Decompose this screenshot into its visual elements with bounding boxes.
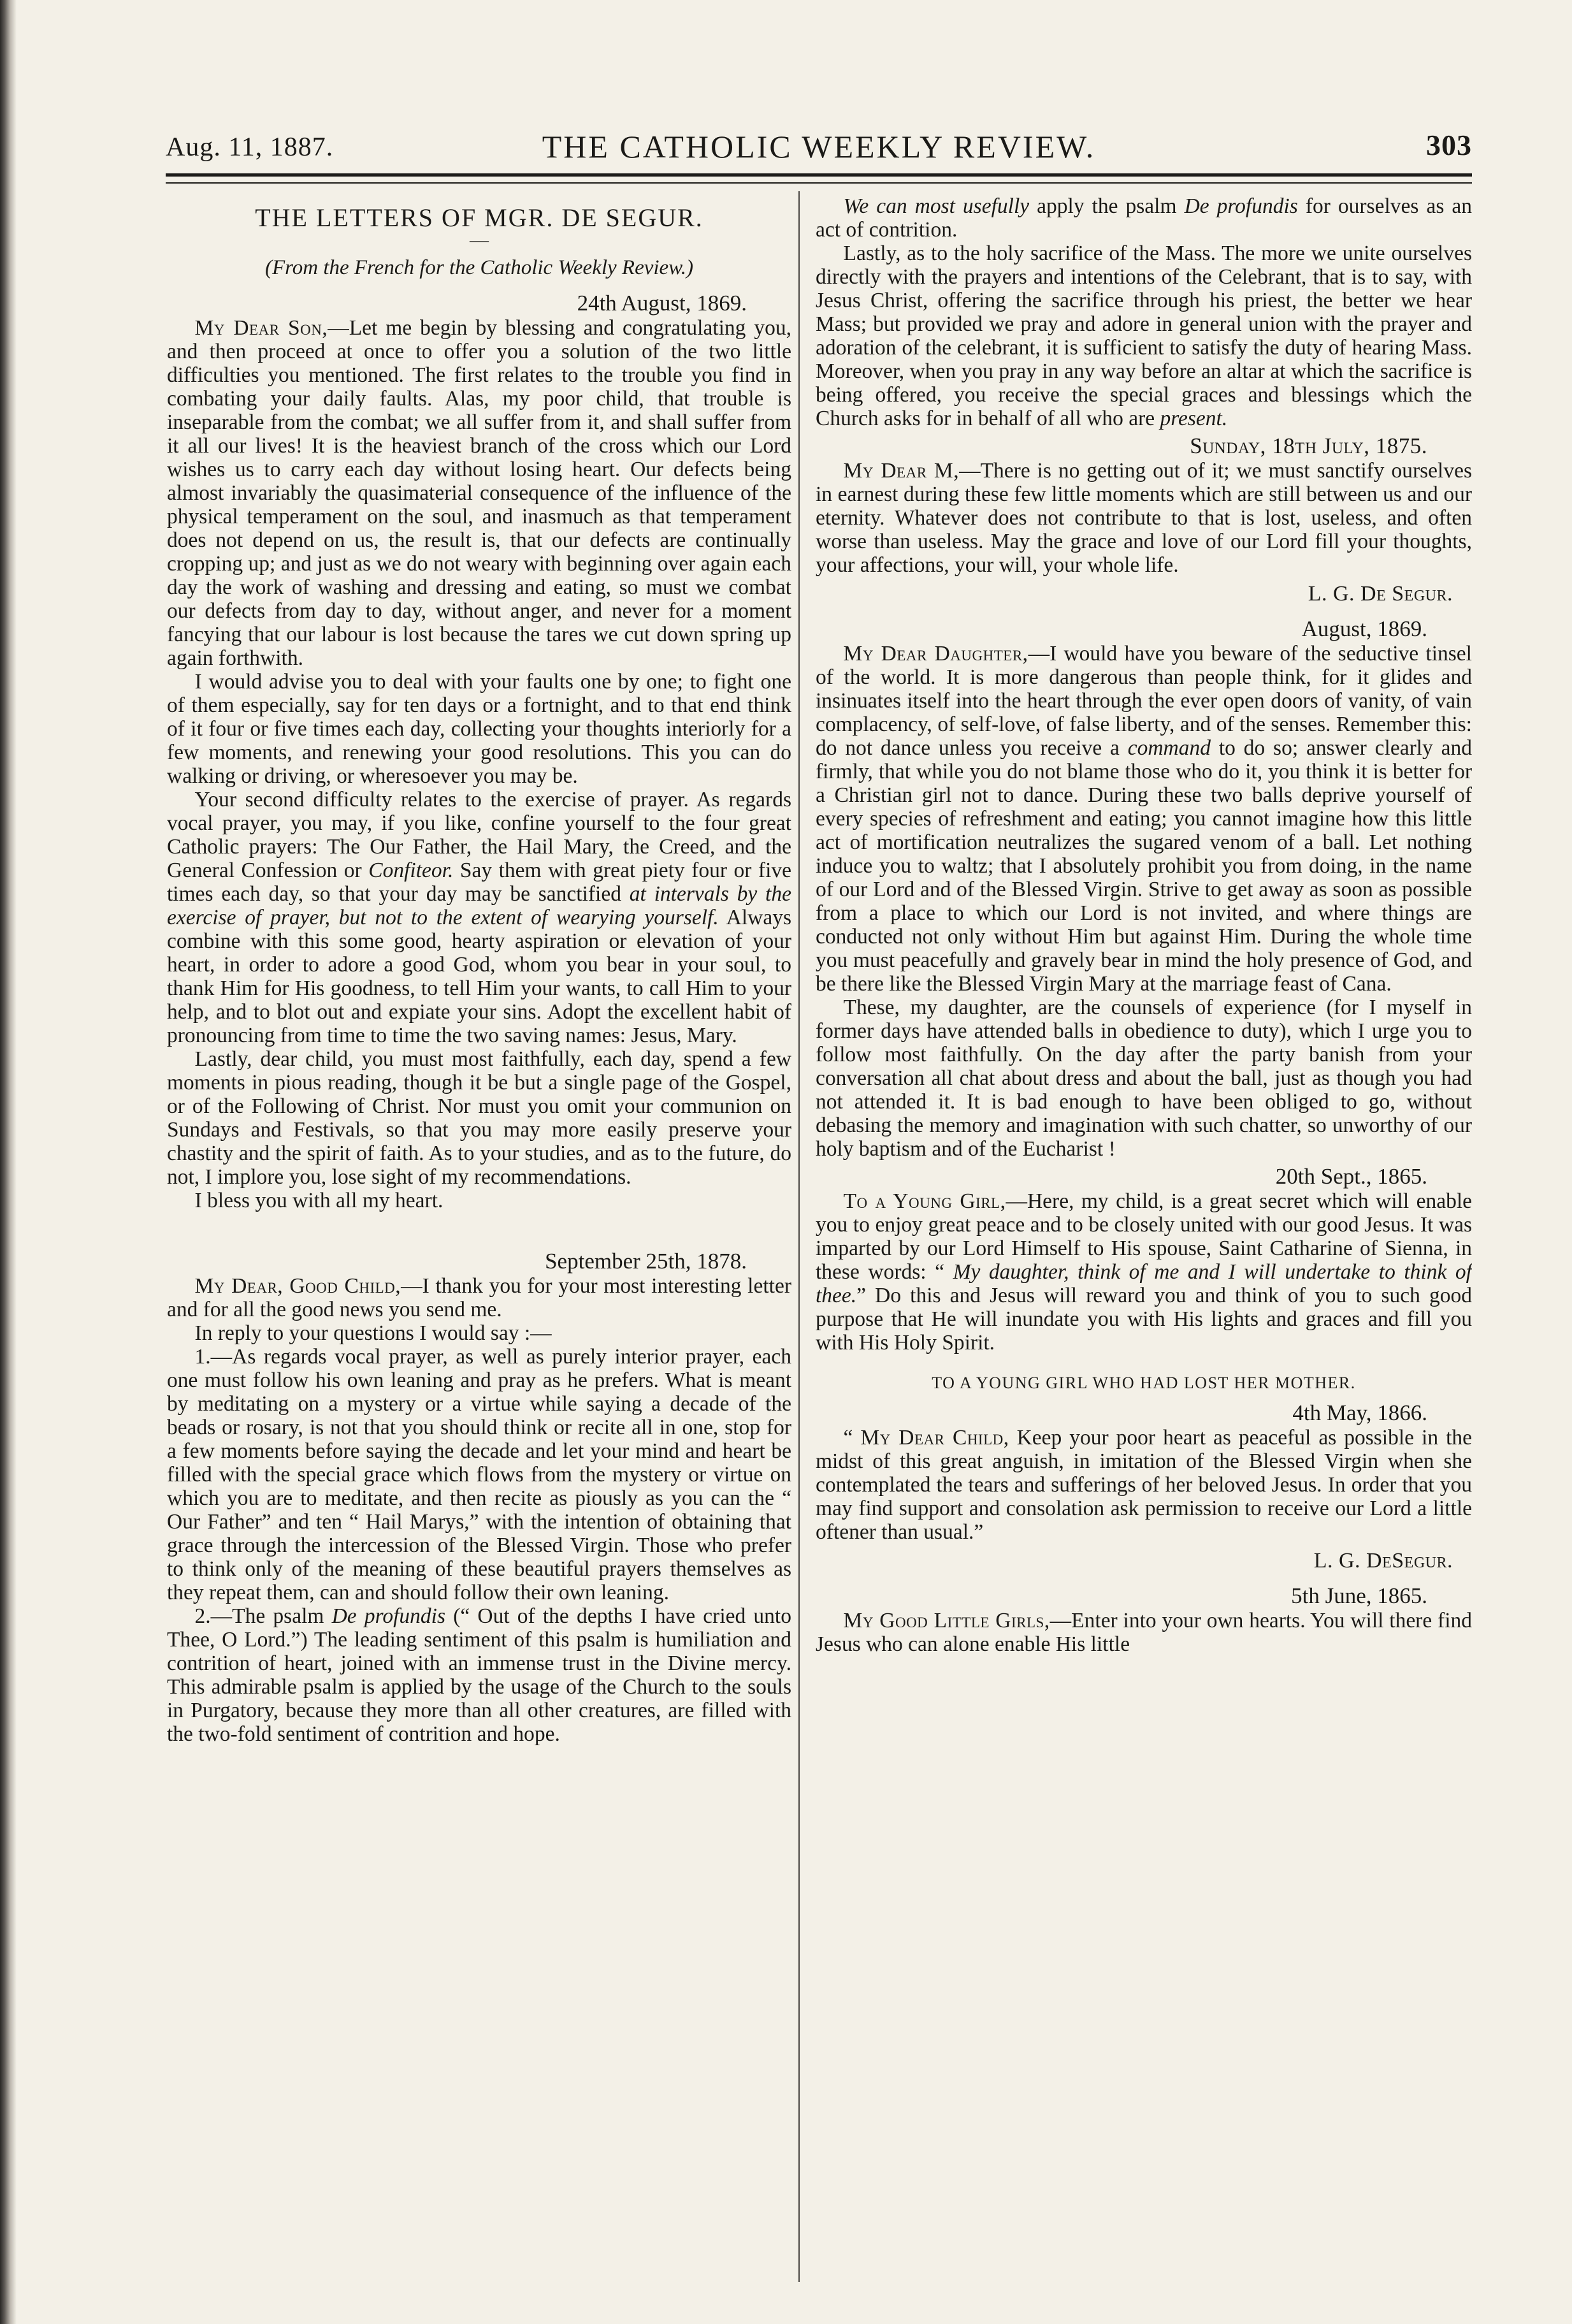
header-rule-thin <box>166 182 1472 184</box>
paragraph: I bless you with all my heart. <box>194 1189 443 1212</box>
salutation: My Dear M, <box>843 459 960 483</box>
title-dash: — <box>470 229 489 251</box>
binding-edge <box>0 0 17 2324</box>
signature: L. G. DeSegur. <box>1313 1549 1453 1572</box>
salutation: My Good Little Girls, <box>843 1609 1050 1632</box>
paragraph: Your second difficulty relates to the exercise of prayer. As regards vocal prayer, you may, if you like, confine yourself to the four great Catholic prayers: The Our Father, the Hail Mary, the Creed, and the General Confession or Confiteor. Say them with great piety four or five times each day, so that your day may be sanctified at intervals by the exercise of prayer, but not to the extent of wearying yourself. Always combine with this some good, hearty aspiration or elevation of your heart, in order to adore a good God, whom you bear in your soul, to thank Him for His goodness, to tell Him your wants, to call Him to your help, and to blot out and expiate your sins. Adopt the excellent habit of pronouncing from time to time the two saving names: Jesus, Mary. <box>167 788 791 1047</box>
paragraph: My Dear Daughter,—I would have you beware of the seductive tinsel of the world. It is more dangerous than people think, for it glides and insinuates itself into the heart through the ever open doors of vanity, of vain complacency, of self-love, of false liberty, and of the senses. Remember this: do not dance unless you receive a command to do so; answer clearly and firmly, that while you do not blame those who do it, you think it is better for a Christian girl not to dance. During these two balls deprive yourself of every species of refreshment and eating; you cannot imagine how this little act of mortification neutralizes the sugared venom of a ball. Let nothing induce you to waltz; that I absolutely prohibit you from doing, in the name of our Lord and of the Blessed Virgin. Strive to get away as soon as possible from a place to which our Lord is not invited, and where things are conducted not only without Him but against Him. During the whole time you must peacefully and gravely bear in mind the holy presence of God, and be there like the Blessed Virgin Mary at the marriage feast of Cana. <box>816 642 1472 996</box>
letter-date: 5th June, 1865. <box>1291 1583 1427 1608</box>
paragraph: “ My Dear Child, Keep your poor heart as peaceful as possible in the midst of this great anguish, in imitation of the Blessed Virgin when she contemplated the tears and sufferings of her beloved Jesus. In order that you may find support and consolation ask permission to receive our Lord a little oftener than usual.” <box>816 1426 1472 1544</box>
paragraph: My Dear Son,—Let me begin by blessing and congratulating you, and then proceed at once to offer you a solution of the two little difficulties you mentioned. The first relates to the trouble you find in combating your daily faults. Alas, my poor child, that trouble is inseparable from the combat; we all suffer from it, and shall suffer from it all our lives! It is the heaviest branch of the cross which our Lord wishes us to carry each day without losing heart. Our defects being almost invariably the quasimaterial consequence of the influence of the physical temperament on the soul, and inasmuch as that temperament does not depend on us, the result is, that our defects are continually cropping up; and just as we do not weary with beginning over again each day the work of washing and dressing and eating, so must we combat our defects from day to day, without anger, and never for a moment fancying that our labour is lost because the tares we cut down spring up again forthwith. <box>167 316 791 670</box>
salutation: My Dear Child, <box>860 1426 1009 1449</box>
right-column <box>816 194 1472 2291</box>
letter-date: 4th May, 1866. <box>1292 1400 1427 1425</box>
header-rule-thick <box>166 173 1472 177</box>
page-number: 303 <box>1426 129 1472 161</box>
salutation: My Dear, Good Child, <box>194 1274 401 1298</box>
paragraph: In reply to your questions I would say :— <box>194 1321 552 1345</box>
letter-date: September 25th, 1878. <box>545 1249 747 1274</box>
masthead <box>166 124 1472 169</box>
paragraph: We can most usefully apply the psalm De profundis for ourselves as an act of contrition. <box>816 194 1472 242</box>
section-subheading: TO A YOUNG GIRL WHO HAD LOST HER MOTHER. <box>932 1374 1356 1392</box>
paragraph: I would advise you to deal with your faults one by one; to fight one of them especially, say for ten days or a fortnight, and to that end think of it four or five times each day, collecting your thoughts interiorly for a few moments, and renewing your good resolutions. This you can do walking or driving, or wheresoever you may be. <box>167 670 791 788</box>
signature: L. G. De Segur. <box>1308 582 1453 606</box>
publication-title: THE CATHOLIC WEEKLY REVIEW. <box>542 129 1096 164</box>
paragraph: My Dear, Good Child,—I thank you for your most interesting letter and for all the good news you send me. <box>167 1274 791 1321</box>
letter-date: 24th August, 1869. <box>577 291 747 316</box>
issue-date: Aug. 11, 1887. <box>166 133 334 162</box>
salutation: My Dear Daughter, <box>843 642 1028 665</box>
paragraph: My Good Little Girls,—Enter into your own hearts. You will there find Jesus who can alone enable His little <box>816 1609 1472 1656</box>
paragraph: These, my daughter, are the counsels of experience (for I myself in former days have attended balls in obedience to duty), which I urge you to follow most faithfully. On the day after the party banish from your conversation all chat about dress and about the ball, just as though you had not attended it. It is bad enough to have been obliged to go, without debasing the memory and imagination with such chatter, so unworthy of our holy baptism and of the Eucharist ! <box>816 996 1472 1161</box>
paragraph: Lastly, as to the holy sacrifice of the Mass. The more we unite ourselves directly with the prayers and intentions of the Celebrant, that is to say, with Jesus Christ, offering the sacrifice through his priest, the better we hear Mass; but provided we pray and adore in general union with the prayer and adoration of the celebrant, it is sufficient to satisfy the duty of hearing Mass. Moreover, when you pray in any way before an altar at which the sacrifice is being offered, you receive the special graces and blessings which the Church asks for in behalf of all who are present. <box>816 242 1472 430</box>
left-column <box>167 194 791 2291</box>
paragraph: To a Young Girl,—Here, my child, is a great secret which will enable you to enjoy great peace and to be closely united with our good Jesus. It was imparted by our Lord Himself to His spouse, Saint Catharine of Sienna, in these words: “ My daughter, think of me and I will undertake to think of thee.” Do this and Jesus will reward you and think of you to such good purpose that He will inundate you with His lights and graces and fill you with His Holy Spirit. <box>816 1189 1472 1354</box>
column-divider <box>798 191 800 2282</box>
salutation: My Dear Son, <box>194 316 328 340</box>
salutation: To a Young Girl, <box>843 1189 1006 1213</box>
paragraph: 2.—The psalm De profundis (“ Out of the depths I have cried unto Thee, O Lord.”) The leading sentiment of this psalm is humiliation and contrition of heart, joined with an immense trust in the Divine mercy. This admirable psalm is applied by the usage of the Church to the souls in Purgatory, because they more than all other creatures, are filled with the two-fold sentiment of contrition and hope. <box>167 1604 791 1746</box>
letter-date: August, 1869. <box>1301 616 1427 641</box>
paragraph: 1.—As regards vocal prayer, as well as purely interior prayer, each one must follow his own leaning and pray as he prefers. What is meant by meditating on a mystery or a virtue while saying a decade of the beads or rosary, is not that you should think or recite all in one, stop for a few moments before saying the decade and let your mind and heart be filled with the special grace which flows from the mystery or virtue on which you are to meditate, and then recite as piously as you can the “ Our Father” and ten “ Hail Marys,” with the intention of obtaining that grace through the intercession of the Blessed Virgin. Those who prefer to think only of the meaning of these beautiful prayers themselves as they repeat them, can and should follow their own leaning. <box>167 1345 791 1604</box>
article-title: THE LETTERS OF MGR. DE SEGUR. <box>255 203 703 232</box>
paragraph: Lastly, dear child, you must most faithfully, each day, spend a few moments in pious reading, though it be but a single page of the Gospel, or of the Following of Christ. Nor must you omit your communion on Sundays and Festivals, so that you may more easily preserve your chastity and the spirit of faith. As to your studies, and as to the future, do not, I implore you, lose sight of my recommendations. <box>167 1047 791 1189</box>
letter-date: 20th Sept., 1865. <box>1275 1164 1427 1189</box>
article-source: (From the French for the Catholic Weekly Review.) <box>264 256 693 279</box>
letter-date: Sunday, 18th July, 1875. <box>1190 433 1427 458</box>
paragraph: My Dear M,—There is no getting out of it; we must sanctify ourselves in earnest during these few little moments which are still between us and our eternity. Whatever does not contribute to that is lost, useless, and often worse than useless. May the grace and love of our Lord fill your thoughts, your affections, your will, your whole life. <box>816 459 1472 577</box>
